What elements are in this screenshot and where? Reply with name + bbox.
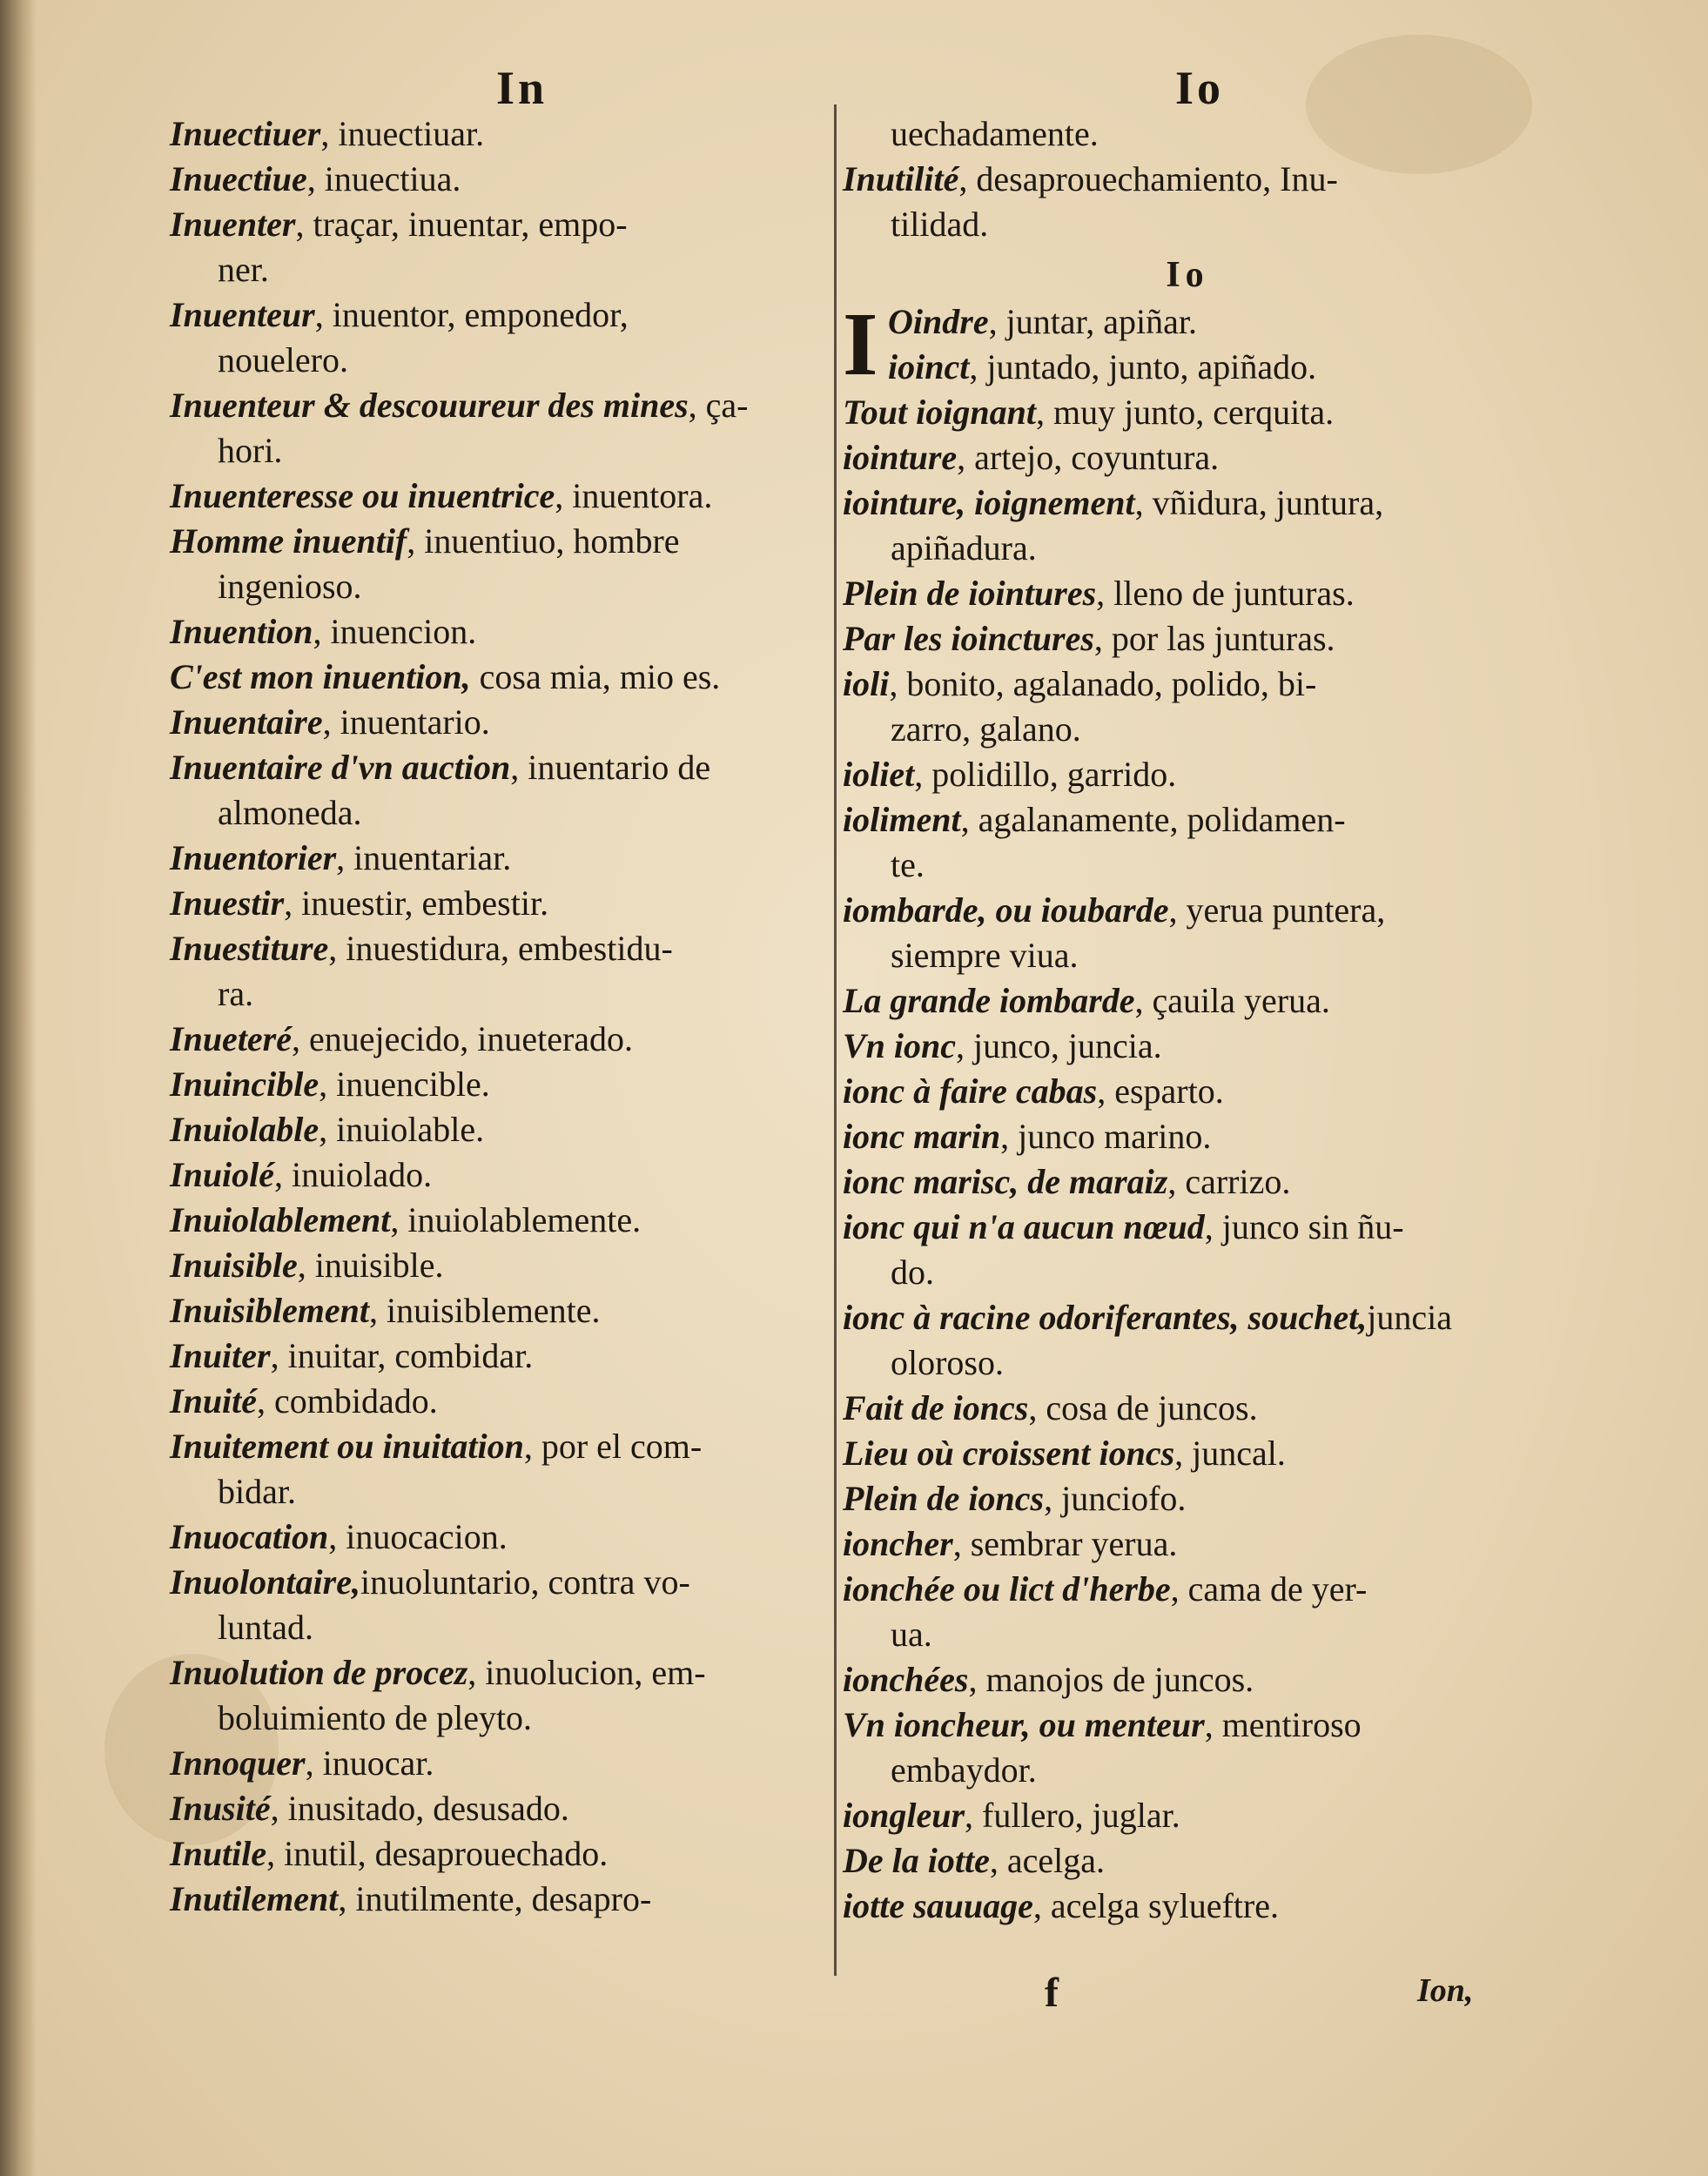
dictionary-entry (843, 978, 1497, 1024)
headword: Inuiolable (170, 1110, 319, 1149)
entry-continuation: ra. (218, 974, 254, 1013)
definition: , inuentariar. (336, 838, 512, 877)
definition: , traçar, inuentar, empo- (295, 205, 628, 244)
definition: , inuencible. (319, 1064, 490, 1104)
headword: Inuolontaire, (170, 1562, 360, 1602)
headword: ionchées (843, 1660, 969, 1699)
dictionary-entry (843, 616, 1497, 662)
headword: Inuincible (170, 1064, 319, 1104)
headword: Inuenter (170, 205, 296, 244)
definition: , cama de yer- (1170, 1569, 1368, 1608)
headword: iongleur (843, 1796, 965, 1835)
dictionary-entry (888, 299, 1497, 345)
dictionary-entry (170, 157, 818, 202)
definition: , carrizo. (1167, 1162, 1291, 1201)
definition: , yerua puntera, (1168, 890, 1386, 930)
definition: , junco sin ñu- (1204, 1207, 1404, 1246)
headword: ionc à racine odoriferantes, souchet, (843, 1298, 1368, 1337)
entry-continuation: te. (891, 845, 925, 884)
entry-continuation: embaydor. (891, 1750, 1037, 1790)
dictionary-entry (170, 1288, 818, 1333)
dictionary-entry (843, 1793, 1497, 1838)
dictionary-entry (170, 609, 818, 655)
definition: , fullero, juglar. (965, 1796, 1180, 1835)
dropcap-entries (888, 299, 1497, 390)
entry-continuation: apiñadura. (891, 528, 1037, 568)
definition: , inuestir, embestir. (284, 883, 549, 923)
headword: Inuiter (170, 1336, 271, 1375)
dictionary-entry (170, 1741, 818, 1786)
dictionary-entry (170, 1877, 818, 1922)
entry-continuation: oloroso. (891, 1343, 1004, 1382)
headword: Inuiolablement (170, 1200, 391, 1239)
headword: iointure, ioignement (843, 483, 1135, 522)
headword: Inuentaire d'vn auction (170, 748, 511, 787)
dictionary-entry (843, 1838, 1497, 1884)
dictionary-entry (170, 383, 818, 428)
dictionary-entry (843, 157, 1497, 202)
definition: inuoluntario, contra vo- (360, 1562, 690, 1602)
dictionary-entry (170, 292, 818, 338)
dictionary-entry (170, 1560, 818, 1605)
running-head-left: In (496, 62, 548, 114)
headword: Inutilité (843, 159, 959, 198)
headword: Lieu où croissent ioncs (843, 1434, 1175, 1473)
definition: , inuentora. (555, 476, 713, 515)
headword: Inuestir (170, 883, 285, 923)
dictionary-entry (843, 480, 1497, 526)
right-top-entries (843, 111, 1497, 247)
definition: , cosa de juncos. (1028, 1388, 1258, 1427)
definition: , inuitar, combidar. (270, 1336, 534, 1375)
dictionary-entry (170, 926, 818, 971)
section-heading: Io (1166, 255, 1209, 295)
dictionary-entry (170, 1514, 818, 1560)
definition: , muy junto, cerquita. (1035, 393, 1335, 432)
entry-continuation: zarro, galano. (891, 709, 1081, 749)
column-rule (834, 104, 837, 1976)
definition: , juncal. (1174, 1434, 1286, 1473)
definition: , inuentario de (510, 748, 711, 787)
entry-continuation: hori. (218, 431, 283, 470)
entry-continuation: do. (891, 1253, 934, 1292)
definition: , inuentario. (322, 702, 490, 742)
headword: Inuenteur (170, 295, 315, 334)
definition: , polidillo, garrido. (914, 755, 1177, 794)
running-head-right: Io (1175, 62, 1225, 114)
right-column (843, 111, 1497, 1929)
definition: , inuencion. (313, 612, 477, 651)
definition: , junco marino. (1000, 1117, 1212, 1156)
dictionary-entry (843, 1024, 1497, 1069)
definition: , por el com- (523, 1427, 703, 1466)
definition: , artejo, coyuntura. (957, 438, 1220, 477)
definition: , manojos de juncos. (968, 1660, 1254, 1699)
dictionary-entry (843, 797, 1497, 843)
headword: Vn ioncheur, ou menteur (843, 1705, 1205, 1744)
headword: Inuocation (170, 1517, 329, 1556)
dictionary-entry (843, 435, 1497, 480)
headword: ioliet (843, 755, 915, 794)
dictionary-entry (843, 1703, 1497, 1748)
headword: Inuiolé (170, 1155, 275, 1194)
right-entries (843, 390, 1497, 1929)
headword: Inueteré (170, 1019, 292, 1058)
left-column (170, 111, 818, 1922)
dictionary-entry (170, 1243, 818, 1288)
dictionary-entry (170, 1152, 818, 1198)
headword: ioliment (843, 800, 961, 839)
headword: Inutile (170, 1834, 267, 1873)
dictionary-entry (843, 571, 1497, 616)
headword: Inuenteur & descouureur des mines (170, 386, 689, 425)
definition: , acelga sylueftre. (1032, 1886, 1279, 1925)
headword: iointure (843, 438, 958, 477)
dictionary-entry (843, 1205, 1497, 1250)
definition: , inuolucion, em- (467, 1653, 706, 1692)
dictionary-entry (170, 1198, 818, 1243)
definition: , inuentiuo, hombre (407, 521, 680, 561)
entry-continuation: nouelero. (218, 340, 348, 379)
headword: Inuisiblement (170, 1291, 369, 1330)
headword: C'est mon inuention, (170, 657, 471, 696)
headword: Innoquer (170, 1743, 306, 1783)
dictionary-entry (170, 111, 818, 157)
definition: , inuisible. (297, 1246, 444, 1285)
headword: ionc qui n'a aucun nœud (843, 1207, 1205, 1246)
headword: Homme inuentif (170, 521, 407, 561)
definition: , ça- (688, 386, 749, 425)
dictionary-entry (170, 1650, 818, 1696)
entry-continuation: uechadamente. (891, 114, 1099, 153)
headword: ionc marin (843, 1117, 1001, 1156)
dictionary-entry (170, 1017, 818, 1062)
definition: , vñidura, juntura, (1134, 483, 1384, 522)
definition: , sembrar yerua. (952, 1524, 1178, 1563)
dictionary-entry (843, 1386, 1497, 1431)
headword: Inuectiue (170, 159, 307, 198)
definition: , inusitado, desusado. (270, 1789, 569, 1828)
definition: , desaprouechamiento, Inu- (958, 159, 1338, 198)
headword: Inuentaire (170, 702, 323, 742)
dictionary-entry (170, 700, 818, 745)
definition: , mentiroso (1204, 1705, 1362, 1744)
definition: , enuejecido, inueterado. (292, 1019, 634, 1058)
definition: , inuentor, emponedor, (314, 295, 629, 334)
dictionary-entry (170, 881, 818, 926)
dictionary-entry (843, 1476, 1497, 1521)
definition: , bonito, agalanado, polido, bi- (889, 664, 1317, 703)
dictionary-entry (170, 1424, 818, 1469)
definition: , combidado. (257, 1381, 438, 1420)
headword: Par les ioinctures (843, 619, 1094, 658)
headword: Inuité (170, 1381, 258, 1420)
definition: , agalanamente, polidamen- (960, 800, 1346, 839)
binding-shadow (0, 0, 37, 2176)
dictionary-entry (170, 745, 818, 790)
dictionary-entry (843, 390, 1497, 435)
dictionary-entry (843, 1069, 1497, 1114)
headword: Tout ioignant (843, 393, 1036, 432)
definition: juncia (1367, 1298, 1452, 1337)
dictionary-entry (170, 1333, 818, 1379)
definition: , inuisiblemente. (368, 1291, 601, 1330)
definition: , inuiolablemente. (390, 1200, 642, 1239)
dictionary-entry (170, 1107, 818, 1152)
dictionary-entry (170, 1786, 818, 1831)
headword: Inusité (170, 1789, 271, 1828)
definition: , inuiolado. (274, 1155, 433, 1194)
entry-continuation: siempre viua. (891, 936, 1079, 975)
headword: Inuentorier (170, 838, 337, 877)
entry-continuation: tilidad. (891, 205, 989, 244)
dictionary-entry (170, 202, 818, 247)
headword: ioinct (888, 347, 970, 386)
headword: Inuestiture (170, 929, 329, 968)
headword: ionc marisc, de maraiz (843, 1162, 1168, 1201)
headword: Inuenteresse ou inuentrice (170, 476, 555, 515)
dictionary-entry (888, 345, 1497, 390)
definition: , por las junturas. (1093, 619, 1335, 658)
definition: , çauila yerua. (1134, 981, 1330, 1020)
dictionary-entry (843, 888, 1497, 933)
headword: ionchée ou lict d'herbe (843, 1569, 1171, 1608)
headword: La grande iombarde (843, 981, 1135, 1020)
headword: iombarde, ou ioubarde (843, 890, 1169, 930)
headword: Plein de iointures (843, 574, 1097, 613)
headword: ioli (843, 664, 890, 703)
dictionary-entry (170, 473, 818, 519)
entry-continuation: boluimiento de pleyto. (218, 1698, 533, 1737)
headword: Inuisible (170, 1246, 298, 1285)
entry-continuation: bidar. (218, 1472, 296, 1511)
definition: , junciofo. (1044, 1479, 1187, 1518)
dictionary-entry (170, 1062, 818, 1107)
definition: , juntado, junto, apiñado. (969, 347, 1317, 386)
headword: Inutilement (170, 1879, 339, 1918)
dictionary-entry (170, 519, 818, 564)
definition: , inuocacion. (328, 1517, 508, 1556)
headword: iotte sauuage (843, 1886, 1033, 1925)
headword: Fait de ioncs (843, 1388, 1029, 1427)
definition: , esparto. (1097, 1071, 1224, 1111)
dictionary-entry (843, 752, 1497, 797)
dictionary-entry (843, 1884, 1497, 1929)
dictionary-entry (170, 1379, 818, 1424)
headword: ioncher (843, 1524, 953, 1563)
headword: De la iotte (843, 1841, 990, 1880)
dictionary-entry (843, 1114, 1497, 1159)
definition: , inutil, desaprouechado. (266, 1834, 609, 1873)
catchword: Ion, (1417, 1972, 1474, 2009)
dictionary-entry (170, 836, 818, 881)
definition: , juntar, apiñar. (988, 302, 1198, 341)
definition: , acelga. (989, 1841, 1105, 1880)
definition: , inuiolable. (319, 1110, 485, 1149)
headword: ionc à faire cabas (843, 1071, 1098, 1111)
definition: , inuocar. (305, 1743, 434, 1783)
headword: Vn ionc (843, 1026, 957, 1065)
signature-mark: f (1045, 1970, 1059, 2016)
definition: , lleno de junturas. (1096, 574, 1355, 613)
headword: Inuention (170, 612, 313, 651)
dictionary-entry (170, 655, 818, 700)
headword: Plein de ioncs (843, 1479, 1045, 1518)
drop-capital: I (843, 294, 878, 394)
definition: , inuectiuar. (320, 114, 485, 153)
headword: Inuitement ou inuitation (170, 1427, 524, 1466)
definition: , inuestidura, embestidu- (328, 929, 673, 968)
headword: Oindre (888, 302, 989, 341)
dropcap-block (843, 294, 1497, 394)
entry-continuation: almoneda. (218, 793, 362, 832)
dictionary-entry (170, 1831, 818, 1877)
dictionary-entry (843, 1431, 1497, 1476)
definition: , inuectiua. (306, 159, 461, 198)
dictionary-entry (843, 1657, 1497, 1703)
entry-continuation: ner. (218, 250, 269, 289)
entry-continuation: ua. (891, 1615, 932, 1654)
definition: cosa mia, mio es. (470, 657, 721, 696)
headword: Inuectiuer (170, 114, 321, 153)
dictionary-entry (843, 662, 1497, 707)
dictionary-entry (843, 1159, 1497, 1205)
dictionary-entry (843, 1521, 1497, 1567)
dictionary-entry (843, 1567, 1497, 1612)
entry-continuation: luntad. (218, 1608, 313, 1647)
definition: , inutilmente, desapro- (338, 1879, 652, 1918)
entry-continuation: ingenioso. (218, 567, 362, 606)
headword: Inuolution de procez (170, 1653, 468, 1692)
dictionary-entry (843, 1295, 1497, 1340)
definition: , junco, juncia. (956, 1026, 1162, 1065)
